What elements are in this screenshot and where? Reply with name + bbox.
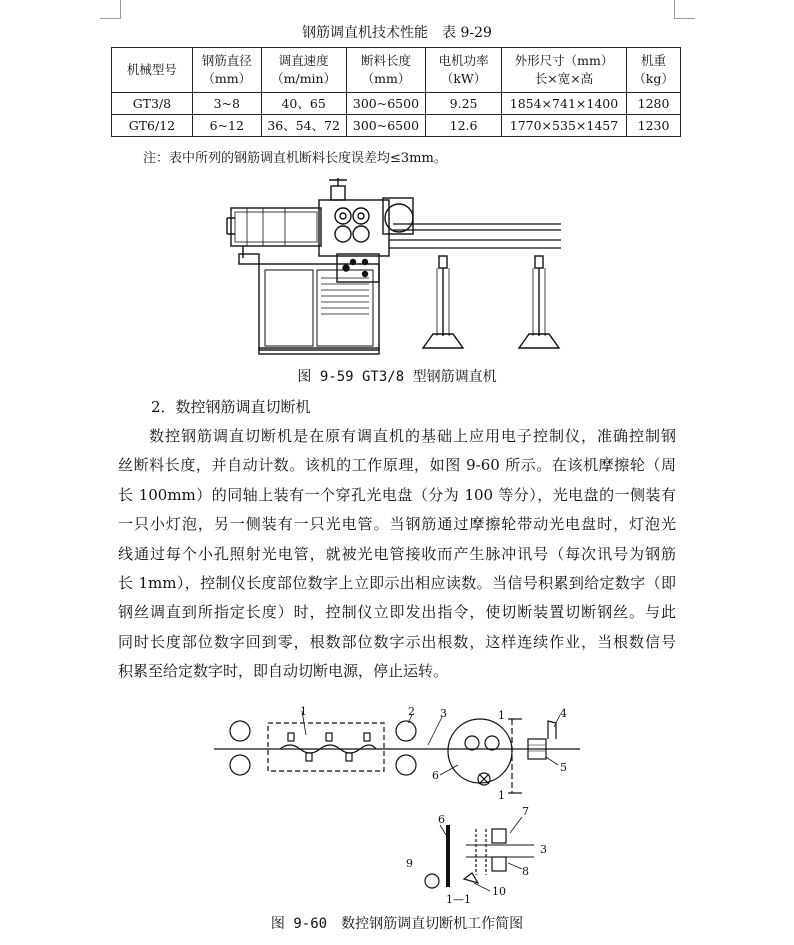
header-dimensions: 外形尺寸（mm） 长×宽×高	[501, 48, 626, 93]
cell-model: GT3/8	[112, 93, 193, 115]
label-2: 2	[408, 705, 415, 718]
cell-speed: 40、65	[261, 93, 346, 115]
paragraph-line: 长 1mm），控制仪长度部位数字上立即示出相应读数。当信号积累到给定数字（即	[118, 573, 676, 592]
cell-weight: 1280	[627, 93, 681, 115]
section-heading: 2．数控钢筋调直切断机	[151, 398, 311, 416]
crop-mark-right	[674, 0, 695, 19]
header-power: 电机功率 （kW）	[426, 48, 501, 93]
label-4: 4	[560, 707, 567, 720]
section-view-label: 1—1	[446, 893, 471, 905]
section-mark-top: 1	[498, 709, 505, 722]
label-8: 8	[522, 865, 529, 878]
cell-power: 9.25	[426, 93, 501, 115]
body-paragraph	[118, 422, 676, 687]
label-10: 10	[492, 885, 506, 898]
table-note: 注：表中所列的钢筋调直机断料长度误差均≤3mm。	[143, 151, 447, 166]
paragraph-line: 积累至给定数字时，即自动切断电源，停止运转。	[118, 662, 449, 681]
cell-cut-length: 300~6500	[346, 93, 426, 115]
header-weight: 机重 （kg）	[627, 48, 681, 93]
figure-60-caption: 图 9-60 数控钢筋调直切断机工作简图	[270, 916, 524, 932]
table-row	[112, 93, 681, 115]
label-6: 6	[432, 769, 439, 782]
paragraph-line: 丝断料长度，并自动计数。该机的工作原理，如图 9-60 所示。在该机摩擦轮（周	[118, 456, 676, 475]
cell-diameter: 6~12	[192, 115, 261, 137]
header-cut-length: 断料长度 （mm）	[346, 48, 426, 93]
table-row	[112, 115, 681, 137]
cell-power: 12.6	[426, 115, 501, 137]
paragraph-line: 同时长度部位数字回到零，根数部位数字示出根数，这样连续作业，当根数信号	[118, 632, 676, 651]
paragraph-line: 一只小灯泡，另一侧装有一只光电管。当钢筋通过摩擦轮带动光电盘时，灯泡光	[118, 515, 676, 534]
spec-table	[111, 47, 681, 137]
cell-weight: 1230	[627, 115, 681, 137]
label-7: 7	[522, 805, 529, 818]
label-3: 3	[440, 707, 447, 720]
table-title: 钢筋调直机技术性能 表 9-29	[302, 25, 492, 41]
cell-dimensions: 1854×741×1400	[501, 93, 626, 115]
label-1: 1	[300, 705, 307, 718]
paragraph-line: 长 100mm）的同轴上装有一个穿孔光电盘（分为 100 等分），光电盘的一侧装有	[118, 485, 676, 504]
paragraph-line: 数控钢筋调直切断机是在原有调直机的基础上应用电子控制仪，准确控制钢	[149, 427, 676, 445]
label-6-section: 6	[438, 813, 445, 826]
cell-cut-length: 300~6500	[346, 115, 426, 137]
cell-speed: 36、54、72	[261, 115, 346, 137]
machine-illustration	[225, 178, 565, 356]
cell-model: GT6/12	[112, 115, 193, 137]
cell-dimensions: 1770×535×1457	[501, 115, 626, 137]
paragraph-line: 钢丝调直到所指定长度）时，控制仪立即发出指令，使切断装置切断钢丝。与此	[118, 603, 676, 622]
table-header-row	[112, 48, 681, 93]
schematic-diagram	[210, 705, 590, 905]
label-9: 9	[406, 857, 413, 870]
figure-59-caption: 图 9-59 GT3/8 型钢筋调直机	[297, 369, 497, 385]
header-speed: 调直速度 （m/min）	[261, 48, 346, 93]
crop-mark-left	[100, 0, 121, 19]
section-mark-bottom: 1	[498, 789, 505, 802]
label-5: 5	[560, 761, 567, 774]
header-model: 机械型号	[112, 48, 193, 93]
label-3-section: 3	[540, 843, 547, 856]
cell-diameter: 3~8	[192, 93, 261, 115]
header-diameter: 钢筋直径 （mm）	[192, 48, 261, 93]
paragraph-line: 线通过每个小孔照射光电管，就被光电管接收而产生脉冲讯号（每次讯号为钢筋	[118, 544, 676, 563]
